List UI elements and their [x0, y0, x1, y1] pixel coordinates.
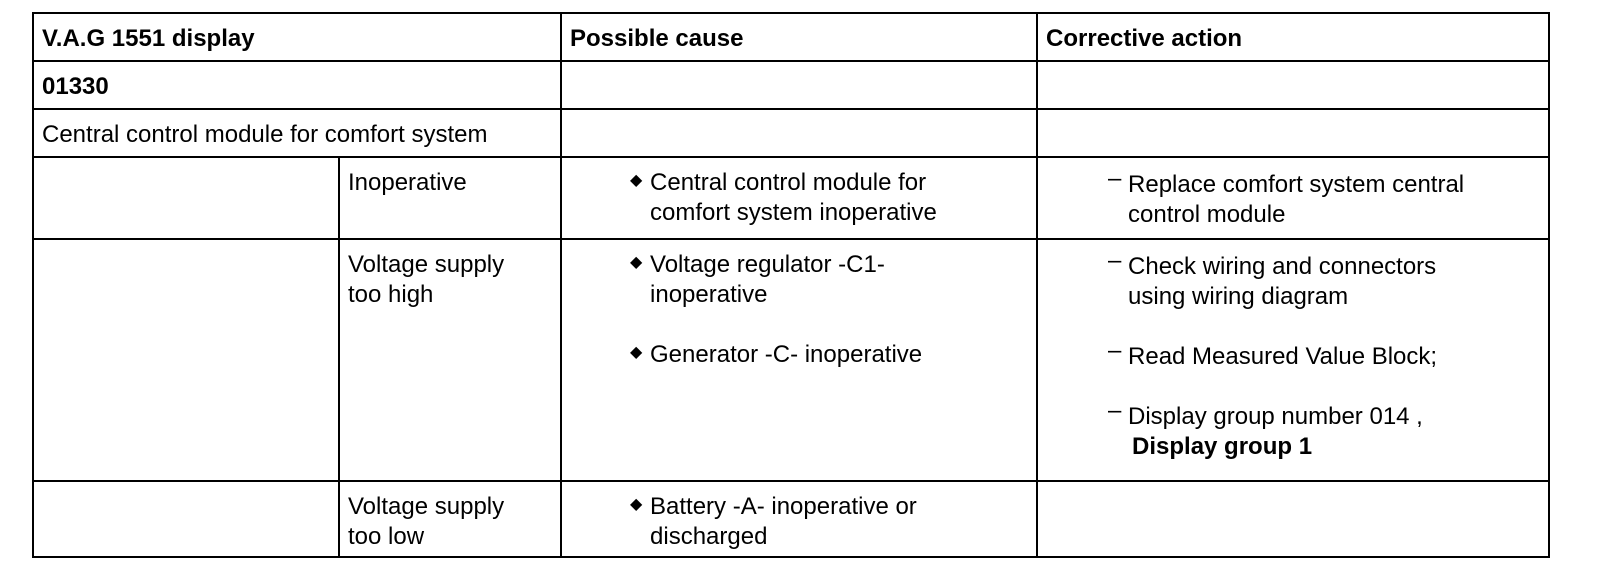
header-action-label: Corrective action — [1046, 25, 1243, 52]
module-row — [33, 109, 1549, 157]
action-list — [1038, 158, 1548, 230]
dash-bullet-icon: – — [1108, 165, 1122, 192]
empty-cell — [1037, 109, 1549, 157]
action-text: Check wiring and connectors using wiring diagram — [1128, 253, 1437, 310]
status-cell — [339, 239, 561, 481]
action-text: Read Measured Value Block; — [1128, 343, 1438, 370]
action-cell — [1037, 157, 1549, 239]
table-row — [33, 157, 1549, 239]
cause-cell — [561, 157, 1037, 239]
list-item — [1108, 247, 1548, 312]
empty-cell — [561, 109, 1037, 157]
cause-list — [562, 482, 1036, 552]
dash-bullet-icon: – — [1108, 397, 1122, 424]
empty-cell — [33, 481, 339, 557]
module-cell — [33, 109, 561, 157]
cause-list — [562, 158, 1036, 228]
list-item — [630, 168, 1036, 228]
cause-text: Voltage regulator -C1- inoperative — [650, 251, 885, 308]
list-item — [630, 340, 1036, 370]
action-text: Replace comfort system central control module — [1128, 171, 1465, 228]
empty-cell — [33, 157, 339, 239]
list-item — [630, 250, 1036, 310]
header-cell-cause — [561, 13, 1037, 61]
header-display-label: V.A.G 1551 display — [42, 25, 255, 52]
diamond-bullet-icon: ◆ — [630, 254, 643, 271]
action-list — [1038, 240, 1548, 462]
list-item — [1108, 165, 1548, 230]
header-cell-action — [1037, 13, 1549, 61]
table-row — [33, 481, 1549, 557]
fault-code: 01330 — [42, 73, 109, 100]
empty-cell — [561, 61, 1037, 109]
dash-bullet-icon: – — [1108, 337, 1122, 364]
action-cell — [1037, 239, 1549, 481]
status-cell — [339, 481, 561, 557]
fault-code-cell — [33, 61, 561, 109]
fault-status: Inoperative — [348, 169, 467, 196]
empty-cell — [1037, 61, 1549, 109]
list-item — [1108, 397, 1548, 462]
status-cell — [339, 157, 561, 239]
fault-status: Voltage supply too low — [348, 493, 505, 550]
empty-cell — [33, 239, 339, 481]
cause-text: Generator -C- inoperative — [650, 341, 923, 368]
header-cell-display — [33, 13, 561, 61]
diamond-bullet-icon: ◆ — [630, 172, 643, 189]
table-header-row — [33, 13, 1549, 61]
cause-list — [562, 240, 1036, 370]
fault-code-row — [33, 61, 1549, 109]
cause-cell — [561, 481, 1037, 557]
list-item — [630, 492, 1036, 552]
display-group-text: Display group 1 — [1132, 433, 1313, 460]
cause-cell — [561, 239, 1037, 481]
cause-text: Central control module for comfort system inoperative — [650, 169, 937, 226]
table-row — [33, 239, 1549, 481]
empty-cell — [1037, 481, 1549, 557]
list-item — [1108, 337, 1548, 372]
diamond-bullet-icon: ◆ — [630, 496, 643, 513]
dash-bullet-icon: – — [1108, 247, 1122, 274]
diamond-bullet-icon: ◆ — [630, 344, 643, 361]
header-cause-label: Possible cause — [570, 25, 744, 52]
action-text: Display group number 014 , — [1128, 403, 1423, 430]
diagnostic-table — [32, 12, 1550, 558]
fault-status: Voltage supply too high — [348, 251, 505, 308]
module-name: Central control module for comfort system — [42, 121, 488, 148]
cause-text: Battery -A- inoperative or discharged — [650, 493, 917, 550]
